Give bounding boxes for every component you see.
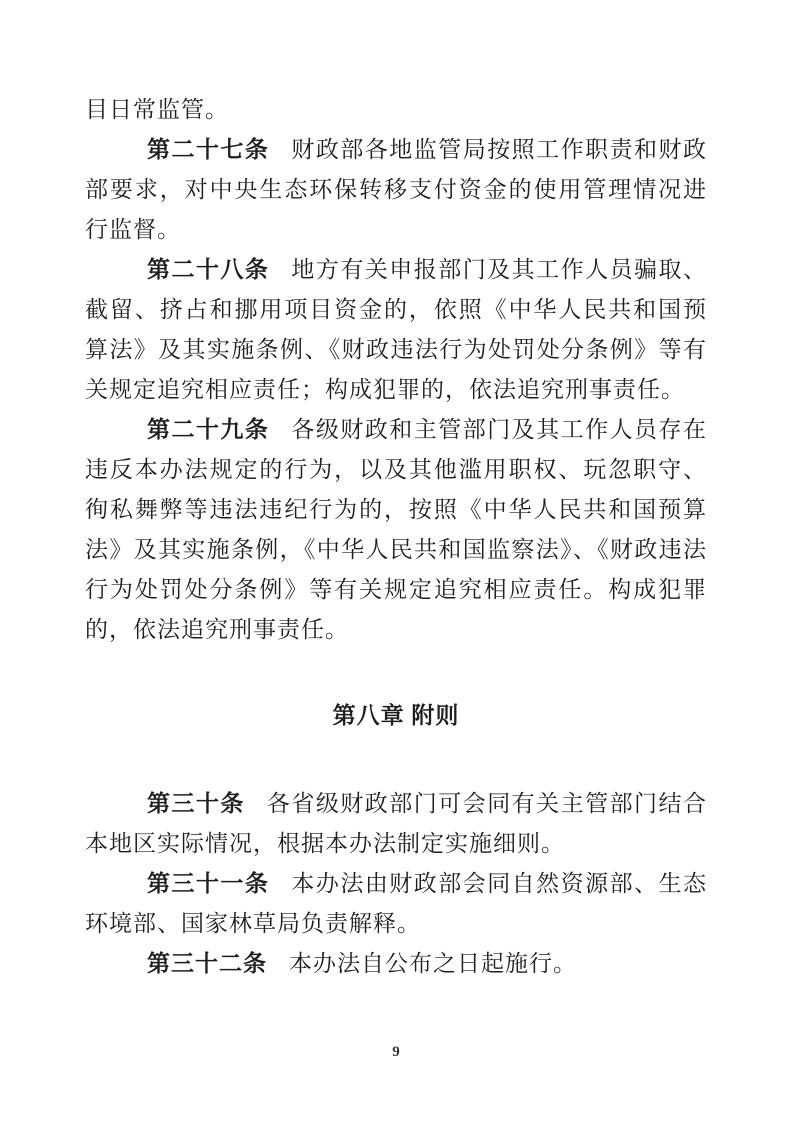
article-29-paragraph <box>85 410 707 650</box>
article-28-text: 地方有关申报部门及其工作人员骗取、截留、挤占和挪用项目资金的，依照《中华人民共和国预算法》及其实施条例、《财政违法行为处罚处分条例》等有关规定追究相应责任；构成犯罪的，依法追究刑事责任。 <box>85 257 708 402</box>
article-31-paragraph <box>85 864 707 944</box>
article-29-text: 各级财政和主管部门及其工作人员存在违反本办法规定的行为，以及其他滥用职权、玩忽职守、徇私舞弊等违法违纪行为的，按照《中华人民共和国预算法》及其实施条例，《中华人民共和国监察法》、《财政违法行为处罚处分条例》等有关规定追究相应责任。构成犯罪的，依法追究刑事责任。 <box>85 417 708 642</box>
article-30-text: 各省级财政部门可会同有关主管部门结合本地区实际情况，根据本办法制定实施细则。 <box>85 791 708 856</box>
article-28-term: 第二十八条 <box>147 257 270 282</box>
article-29-term: 第二十九条 <box>147 417 270 442</box>
chapter-heading: 第八章 附则 <box>332 703 460 728</box>
article-30-paragraph <box>85 784 707 864</box>
article-30-term: 第三十条 <box>147 791 245 816</box>
article-27-term: 第二十七条 <box>147 137 270 162</box>
article-27-text: 财政部各地监管局按照工作职责和财政部要求，对中央生态环保转移支付资金的使用管理情况进行监督。 <box>85 137 708 242</box>
paragraph-continuation: 目日常监管。 <box>85 97 229 122</box>
article-31-term: 第三十一条 <box>147 871 270 896</box>
article-28-paragraph <box>85 250 707 410</box>
article-27-paragraph <box>85 130 707 250</box>
article-32-text: 本办法自公布之日起施行。 <box>289 951 577 976</box>
article-31-text: 本办法由财政部会同自然资源部、生态环境部、国家林草局负责解释。 <box>85 871 708 936</box>
article-32-term: 第三十二条 <box>147 951 267 976</box>
article-32-paragraph <box>85 944 707 984</box>
page-number: 9 <box>392 1044 400 1060</box>
